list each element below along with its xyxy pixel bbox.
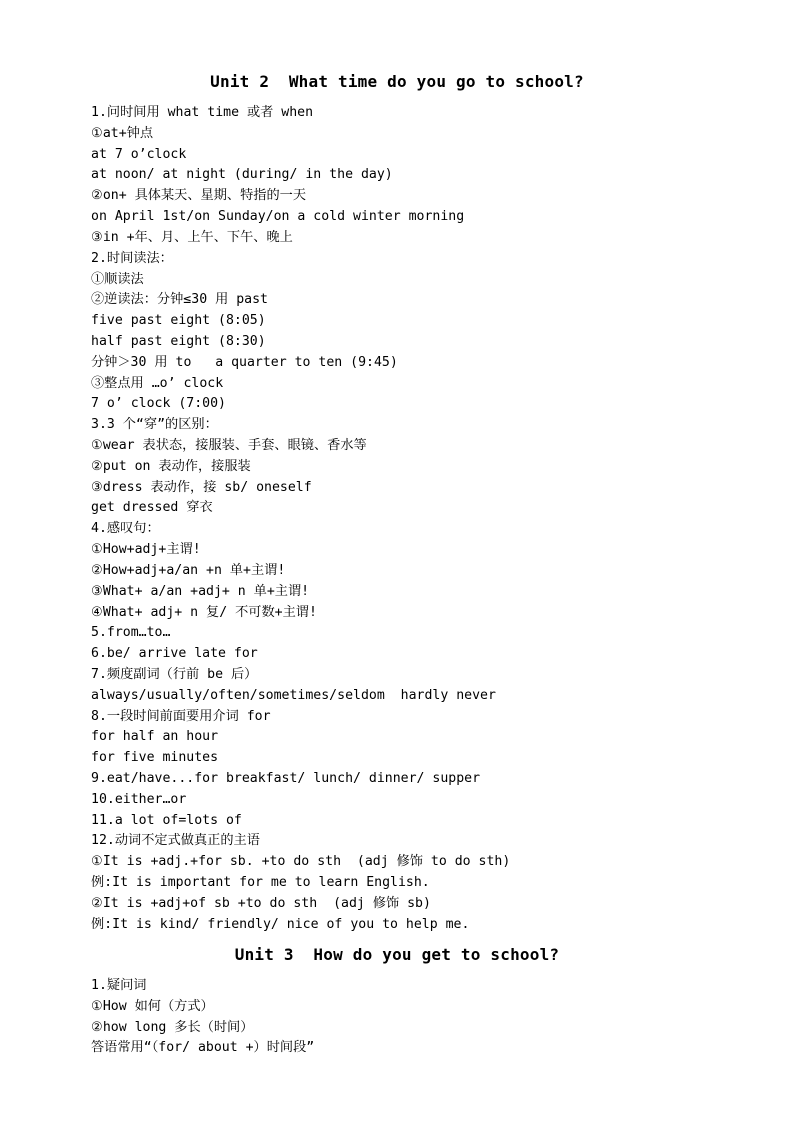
text-line: always/usually/often/sometimes/seldom hardly never bbox=[91, 687, 496, 703]
text-line: ④What+ adj+ n 复/ 不可数+主谓! bbox=[91, 604, 317, 620]
text-line: on April 1st/on Sunday/on a cold winter morning bbox=[91, 209, 465, 225]
text-line: 4.感叹句： bbox=[91, 521, 160, 537]
unit2-body bbox=[91, 103, 771, 936]
text-line: 1.疑问词 bbox=[91, 978, 147, 993]
unit3-body bbox=[91, 976, 771, 1059]
text-line: ①It is +adj.+for sb. +to do sth (adj 修饰 to do sth) bbox=[91, 854, 511, 870]
text-line: five past eight (8:05) bbox=[91, 313, 266, 329]
text-line: 5.from…to… bbox=[91, 625, 171, 641]
text-line: ①at+钟点 bbox=[91, 125, 154, 141]
text-line: 2.时间读法： bbox=[91, 250, 173, 266]
text-line: ②put on 表动作，接服装 bbox=[91, 458, 251, 474]
text-line: ③dress 表动作，接 sb/ oneself bbox=[91, 479, 312, 495]
text-line: ②how long 多长（时间） bbox=[91, 1019, 254, 1035]
unit3-title: Unit 3 How do you get to school? bbox=[234, 945, 560, 964]
text-line: 7.频度副词（行前 be 后） bbox=[91, 666, 258, 682]
text-line: 例:It is kind/ friendly/ nice of you to help me. bbox=[91, 916, 470, 932]
text-line: half past eight (8:30) bbox=[91, 333, 266, 349]
text-line: at noon/ at night (during/ in the day) bbox=[91, 167, 393, 183]
text-line: ②How+adj+a/an +n 单+主谓! bbox=[91, 562, 286, 578]
text-line: 7 o’ clock (7:00) bbox=[91, 396, 226, 412]
text-line: 11.a lot of=lots of bbox=[91, 812, 242, 828]
text-line: 10.either…or bbox=[91, 791, 187, 807]
text-line: 8.一段时间前面要用介词 for bbox=[91, 708, 271, 724]
text-line: 12.动词不定式做真正的主语 bbox=[91, 833, 260, 849]
text-line: ②It is +adj+of sb +to do sth (adj 修饰 sb) bbox=[91, 895, 431, 911]
text-line: ②on+ 具体某天、星期、特指的一天 bbox=[91, 188, 307, 204]
text-line: 答语常用“（for/ about +）时间段” bbox=[91, 1040, 315, 1056]
text-line: at 7 o’clock bbox=[91, 146, 187, 162]
text-line: 例:It is important for me to learn English. bbox=[91, 875, 430, 891]
text-line: ③整点用 …o’ clock bbox=[91, 375, 224, 391]
text-line: 6.be/ arrive late for bbox=[91, 646, 258, 662]
text-line: 9.eat/have...for breakfast/ lunch/ dinner/ supper bbox=[91, 771, 481, 786]
text-line: get dressed 穿衣 bbox=[91, 500, 213, 516]
text-line: ①wear 表状态，接服装、手套、眼镜、香水等 bbox=[91, 438, 367, 453]
text-line: ①How 如何（方式） bbox=[91, 998, 214, 1014]
text-line: ①How+adj+主谓! bbox=[91, 542, 201, 558]
text-line: 1.问时间用 what time 或者 when bbox=[91, 105, 314, 120]
text-line: ①顺读法 bbox=[91, 271, 144, 287]
text-line: ②逆读法：分钟≤30 用 past bbox=[91, 292, 268, 308]
text-line: for five minutes bbox=[91, 750, 219, 766]
text-line: ③in +年、月、上午、下午、晚上 bbox=[91, 229, 293, 245]
unit2-title: Unit 2 What time do you go to school? bbox=[210, 72, 584, 91]
text-line: ③What+ a/an +adj+ n 单+主谓! bbox=[91, 583, 310, 599]
text-line: 分钟＞30 用 to a quarter to ten (9:45) bbox=[91, 354, 398, 370]
text-line: 3.3 个“穿”的区别： bbox=[91, 417, 218, 433]
text-line: for half an hour bbox=[91, 729, 219, 745]
